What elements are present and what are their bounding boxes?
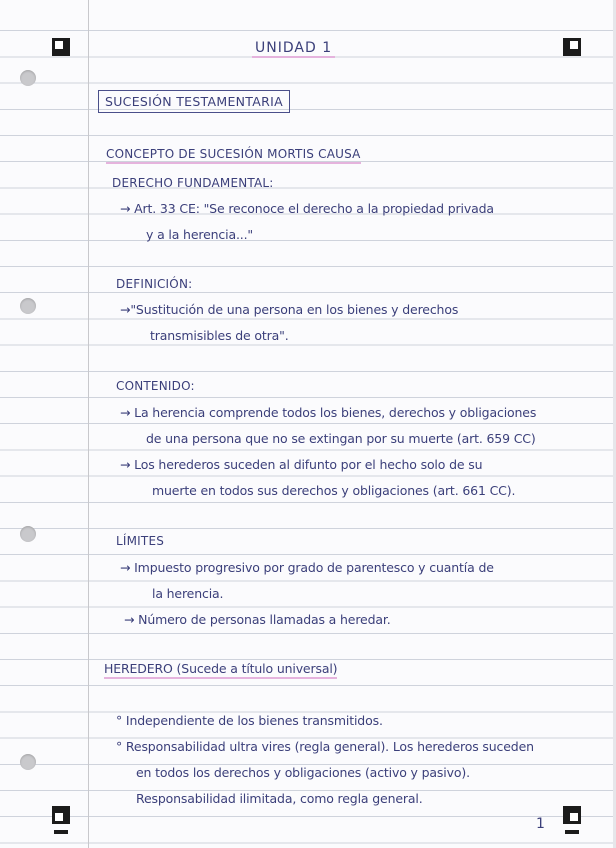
definition-label: DEFINICIÓN: <box>116 277 193 291</box>
page-title: UNIDAD 1 <box>252 40 335 58</box>
heir-line: ° Responsabilidad ultra vires (regla general). Los herederos suceden <box>116 739 534 754</box>
scan-marker-top-left <box>52 38 70 56</box>
binder-hole <box>20 754 36 770</box>
scan-marker-bottom-left <box>52 806 70 824</box>
derecho-line: y a la herencia..." <box>146 227 254 242</box>
content-line: de una persona que no se extingan por su muerte (art. 659 CC) <box>146 431 536 446</box>
binder-hole <box>20 70 36 86</box>
definition-line: transmisibles de otra". <box>150 328 289 343</box>
derecho-label: DERECHO FUNDAMENTAL: <box>112 176 274 190</box>
content-line: → Los herederos suceden al difunto por el hecho solo de su <box>120 457 483 472</box>
limits-line: → Impuesto progresivo por grado de parentesco y cuantía de <box>120 560 494 575</box>
derecho-line: → Art. 33 CE: "Se reconoce el derecho a la propiedad privada <box>120 201 494 216</box>
heir-heading: HEREDERO (Sucede a título universal) <box>104 661 337 679</box>
definition-line: →"Sustitución de una persona en los bienes y derechos <box>120 302 459 317</box>
binder-hole <box>20 298 36 314</box>
content-line: → La herencia comprende todos los bienes, derechos y obligaciones <box>120 405 537 420</box>
page-number: 1 <box>536 816 545 832</box>
concept-heading: CONCEPTO DE SUCESIÓN MORTIS CAUSA <box>106 147 361 164</box>
limits-label: LÍMITES <box>116 534 165 548</box>
content-line: muerte en todos sus derechos y obligaciones (art. 661 CC). <box>152 483 516 498</box>
section-heading-boxed: SUCESIÓN TESTAMENTARIA <box>98 90 290 113</box>
margin-line <box>88 0 89 848</box>
scan-marker-bar <box>565 830 579 834</box>
scan-marker-bottom-right <box>563 806 581 824</box>
limits-line: → Número de personas llamadas a heredar. <box>124 612 391 627</box>
heir-line: ° Independiente de los bienes transmitidos. <box>116 713 383 728</box>
limits-line: la herencia. <box>152 586 224 601</box>
scan-marker-top-right <box>563 38 581 56</box>
content-label: CONTENIDO: <box>116 379 195 393</box>
binder-hole <box>20 526 36 542</box>
scan-marker-bar <box>54 830 68 834</box>
heir-line: en todos los derechos y obligaciones (activo y pasivo). <box>136 765 470 780</box>
heir-line: Responsabilidad ilimitada, como regla general. <box>136 791 423 806</box>
